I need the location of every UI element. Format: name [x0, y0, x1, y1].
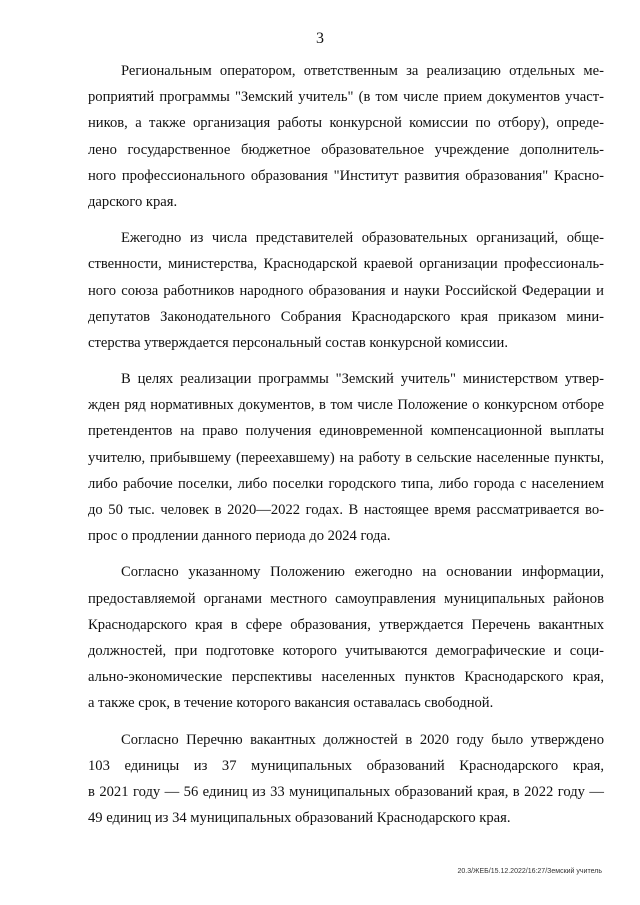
text-line: должностей, при подготовке которого учитываются демографические и соци-: [88, 642, 604, 659]
page-number: 3: [316, 30, 324, 47]
text-line: ного профессионального образования "Институт развития образования" Красно-: [88, 167, 604, 184]
text-line: стерства утверждается персональный состав конкурсной комиссии.: [88, 334, 509, 351]
document-body: [88, 58, 604, 831]
text-line: В целях реализации программы "Земский учитель" министерством утвер-: [121, 371, 604, 388]
document-footer-stamp: 20.3/ЖЕБ/15.12.2022/16:27/Земский учитель: [457, 868, 602, 875]
text-line: Согласно указанному Положению ежегодно на основании информации,: [121, 564, 604, 581]
text-line: до 50 тыс. человек в 2020—2022 годах. В настоящее время рассматривается во-: [88, 502, 604, 518]
text-line: ственности, министерства, Краснодарской краевой организации профессиональ-: [88, 256, 604, 273]
paragraph-normative-documents: [88, 366, 604, 549]
text-line: 49 единиц из 34 муниципальных образований Краснодарского края.: [88, 810, 511, 827]
paragraph-vacancy-statistics: [88, 727, 604, 832]
text-line: Ежегодно из числа представителей образовательных организаций, обще-: [121, 230, 604, 247]
text-line: а также срок, в течение которого вакансия оставалась свободной.: [88, 695, 494, 712]
text-line: претендентов на право получения единовременной компенсационной выплаты: [88, 423, 604, 440]
text-line: депутатов Законодательного Собрания Краснодарского края приказом мини-: [88, 308, 604, 325]
text-line: Региональным оператором, ответственным за реализацию отдельных ме-: [121, 63, 604, 79]
text-line: ально-экономические перспективы населенных пунктов Краснодарского края,: [88, 669, 604, 686]
text-line: либо рабочие поселки, либо поселки городского типа, либо города с населением: [88, 475, 604, 492]
text-line: роприятий программы "Земский учитель" (в том числе прием документов участ-: [88, 89, 604, 106]
text-line: 103 единицы из 37 муниципальных образований Краснодарского края,: [88, 757, 604, 774]
paragraph-regional-operator: [88, 58, 604, 215]
text-line: предоставляемой органами местного самоуправления муниципальных районов: [88, 590, 604, 607]
text-line: учителю, прибывшему (переехавшему) на работу в сельские населенные пункты,: [88, 449, 604, 466]
text-line: в 2021 году — 56 единиц из 33 муниципальных образований края, в 2022 году —: [88, 783, 604, 800]
text-line: лено государственное бюджетное образовательное учреждение дополнитель-: [88, 141, 604, 158]
text-line: прос о продлении данного периода до 2024 года.: [88, 528, 391, 545]
text-line: ного союза работников народного образования и науки Российской Федерации и: [88, 282, 604, 299]
paragraph-vacancy-list: [88, 559, 604, 716]
text-line: Краснодарского края в сфере образования, утверждается Перечень вакантных: [88, 616, 604, 633]
text-line: дарского края.: [88, 193, 178, 210]
text-line: Согласно Перечню вакантных должностей в 2020 году было утверждено: [121, 731, 604, 748]
text-line: жден ряд нормативных документов, в том числе Положение о конкурсном отборе: [88, 397, 604, 414]
paragraph-commission: [88, 225, 604, 356]
text-line: ников, а также организация работы конкурсной комиссии по отбору), опреде-: [88, 115, 604, 132]
